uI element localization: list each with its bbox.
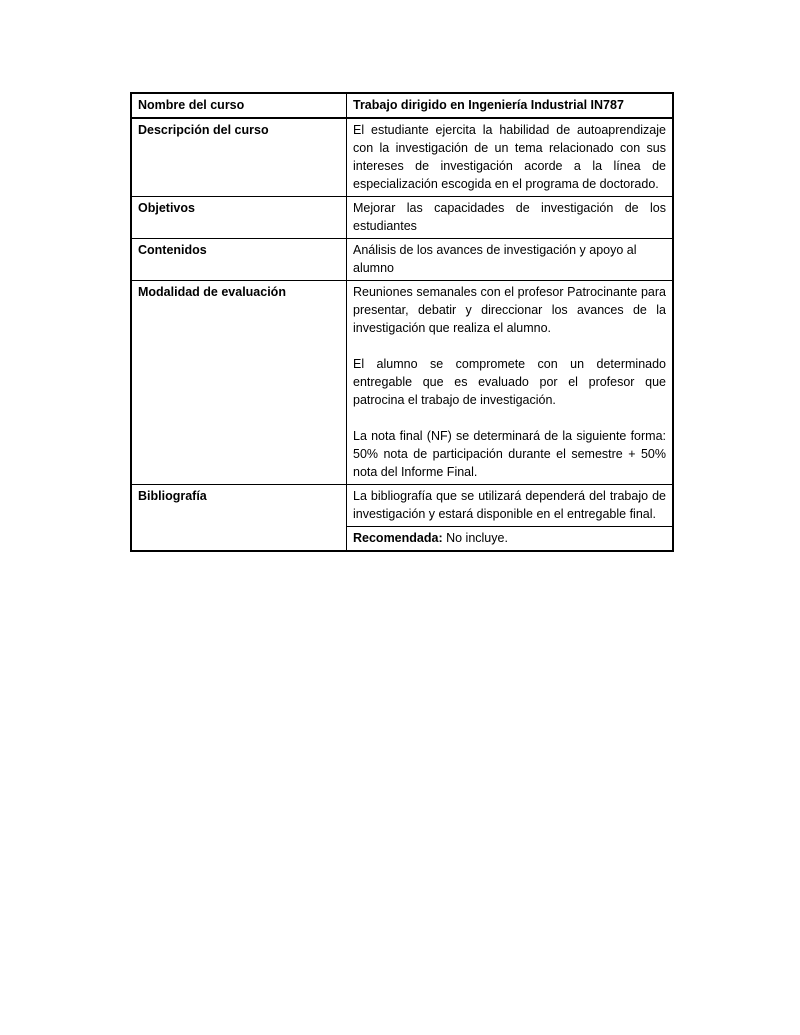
row-descripcion-del-curso	[131, 118, 673, 197]
cell-value-nombre-del-curso: Trabajo dirigido en Ingeniería Industrial IN787	[347, 93, 674, 118]
course-description-table	[130, 92, 674, 552]
cell-value-bibliografia-recomendada	[347, 527, 674, 552]
cell-value-bibliografia-general: La bibliografía que se utilizará dependerá del trabajo de investigación y estará disponible en el entregable final.	[347, 485, 674, 527]
cell-label-contenidos: Contenidos	[131, 239, 347, 281]
row-contenidos	[131, 239, 673, 281]
modalidad-paragraph-1: Reuniones semanales con el profesor Patrocinante para presentar, debatir y direccionar los avances de la investigación que realiza el alumno.	[353, 285, 666, 335]
row-modalidad-de-evaluacion	[131, 281, 673, 485]
cell-label-modalidad: Modalidad de evaluación	[131, 281, 347, 485]
cell-value-descripcion: El estudiante ejercita la habilidad de autoaprendizaje con la investigación de un tema relacionado con sus intereses de investigación acorde a la línea de especialización escogida en el programa de doctorado.	[347, 118, 674, 197]
row-bibliografia	[131, 485, 673, 527]
modalidad-paragraph-2: El alumno se compromete con un determinado entregable que es evaluado por el profesor que patrocina el trabajo de investigación.	[353, 357, 666, 407]
row-objetivos	[131, 197, 673, 239]
cell-label-bibliografia: Bibliografía	[131, 485, 347, 552]
row-nombre-del-curso	[131, 93, 673, 118]
modalidad-paragraph-3: La nota final (NF) se determinará de la siguiente forma: 50% nota de participación durante el semestre + 50% nota del Informe Final.	[353, 429, 666, 479]
cell-label-descripcion: Descripción del curso	[131, 118, 347, 197]
cell-value-modalidad	[347, 281, 674, 485]
cell-label-objetivos: Objetivos	[131, 197, 347, 239]
recomendada-label: Recomendada:	[353, 531, 443, 545]
cell-value-contenidos: Análisis de los avances de investigación y apoyo al alumno	[347, 239, 674, 281]
recomendada-text: No incluye.	[446, 531, 508, 545]
cell-label-nombre-del-curso: Nombre del curso	[131, 93, 347, 118]
cell-value-objetivos: Mejorar las capacidades de investigación de los estudiantes	[347, 197, 674, 239]
